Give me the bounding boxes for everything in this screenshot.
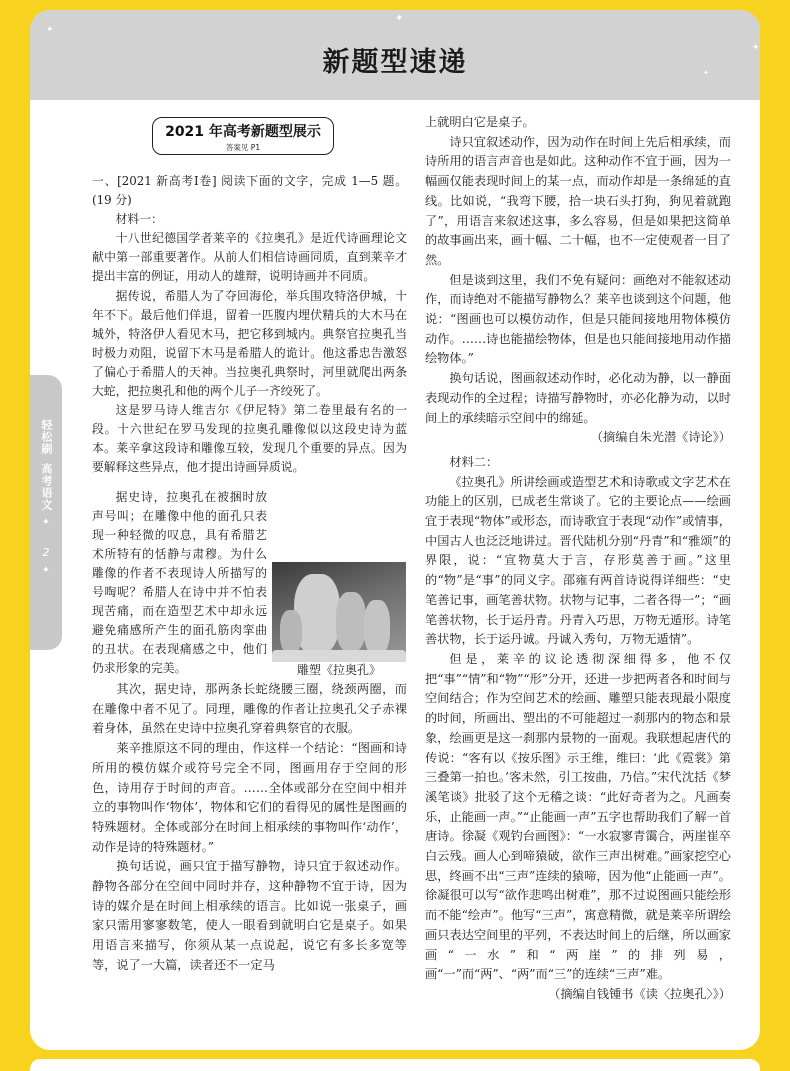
laocoon-sculpture-image: [272, 562, 406, 662]
series-label: 轻松刷: [40, 419, 53, 455]
page-title: 新题型速递: [322, 47, 468, 78]
paragraph: 莱辛推原这不同的理由，作这样一个结论：“图画和诗所用的模仿媒介或符号完全不同，图画用存于空间的形色，诗用存于时间的声音。……全体或部分在空间中相并立的事物叫作‘物体’，物体和它们的看得见的属性是图画的特殊题材。全体或部分在时间上相承续的事物叫作‘动作’，动作是诗的特殊题材。”: [92, 741, 407, 854]
next-page-edge: [30, 1059, 760, 1071]
sparkle-icon: ✦: [395, 13, 404, 24]
sparkle-icon: ✦: [41, 565, 51, 576]
paragraph: 这是罗马诗人维吉尔《伊尼特》第二卷里最有名的一段。十六世纪在罗马发现的拉奥孔雕像似以这段史诗为蓝本。莱辛拿这段诗和雕像互较，发现几个重要的异点。因为要解释这些异点，他才提出诗画异质说。: [92, 403, 407, 475]
source-citation: （摘编自钱锺书《读〈拉奥孔〉》）: [548, 986, 731, 1001]
sparkle-icon: ✦: [703, 69, 709, 77]
paragraph: 上就明白它是桌子。: [425, 115, 535, 129]
paragraph: 据传说，希腊人为了夺回海伦，举兵围攻特洛伊城，十年不下。最后他们佯退，留着一匹腹内埋伏精兵的大木马在城外，特洛伊人看见木马，把它移到城内。典祭官拉奥孔当时极力劝阻，说留下木马是希腊人的诡计。他这番忠告激怒了偏心于希腊人的天神。当拉奥孔典祭时，河里就爬出两条大蛇，把拉奥孔和他的两个儿子一齐绞死了。: [92, 288, 407, 399]
sparkle-icon: ✦: [46, 25, 54, 35]
paragraph: 换句话说，画只宜于描写静物，诗只宜于叙述动作。静物各部分在空间中同时并存，这种静物不宜于诗，因为诗的媒介是在时间上相承续的语言。比如说一张桌子，画家只需用寥寥数笔，使人一眼看到就明白它是桌子。如果用语言来描写，你须从某一点说起，说它有多长多宽等等，说了一大篇，读者还不一定马: [92, 859, 407, 972]
paragraph: 《拉奥孔》所讲绘画或造型艺术和诗歌或文字艺术在功能上的区别，已成老生常谈了。它的主要论点——绘画宜于表现“物体”或形态，而诗歌宜于表现“动作”或情事，中国古人也泛泛地讲过。晋代陆机分别“丹青”和“雅颂”的界限，说：“宣物莫大于言，存形莫善于画。”这里的“物”是“事”的同义字。邵雍有两首诗说得详细些：“史笔善记事，画笔善状物。状物与记事，二者各得一”；“画笔善状物，长于运丹青。丹青入巧思，万物无遁形。诗笔善状物，长于运丹诚。丹诚入秀句，万物无遁情”。: [425, 474, 731, 647]
figure-caption: 雕塑《拉奥孔》: [296, 663, 381, 677]
paragraph: 其次，据史诗，那两条长蛇绕腰三圈，绕颈两圈，而在雕像中者不见了。同理，雕像的作者让拉奥孔父子赤裸着身体，虽然在史诗中拉奥孔穿着典祭官的衣服。: [92, 682, 407, 736]
paragraph: 但是，莱辛的议论透彻深细得多，他不仅把“事”“情”和“物”“形”分开，还进一步把两者各和时间与空间结合；作为空间艺术的绘画、雕塑只能表现最小限度的时间，所画出、塑出的不可能超过一刹那内的物态和景象，绘画更是这一刹那内景物的一面观。我联想起唐代的传说：“客有以《按乐图》示王维，维曰：‘此《霓裳》第三叠第一拍也。’客未然，引工按曲，乃信。”宋代沈括《梦溪笔谈》批驳了这个无稽之谈：“此好奇者为之。凡画奏乐，止能画一声。”“止能画一声”五字也帮助我们了解一首唐诗。徐凝《观钓台画图》：“一水寂寥青霭合，两崖崔卒白云残。画人心到啼猿破，欲作三声出树难。”画家挖空心思，终画不出“三声”连续的猿啼，因为他“止能画一声”。徐凝很可以写“欲作悲鸣出树难”，那不过说图画只能绘形而不能“绘声”。他写“三声”，寓意精微，就是莱辛所谓绘画只表达空间里的平列，不表达时间上的后继，所以画家画“一水”和“两崖”的排列易，画“一”而“两”、“两”而“三”的连续“三声”难。: [425, 651, 731, 982]
left-column-lower: [92, 680, 407, 976]
paragraph: 但是谈到这里，我们不免有疑问：画绝对不能叙述动作，而诗绝对不能描写静物么？莱辛也谈到这个问题，他说：“图画也可以模仿动作，但是只能间接地用物体模仿动作。……诗也能描绘物体，但是也只能间接地用动作描绘物体。”: [425, 272, 731, 366]
paragraph: 换句话说，图画叙述动作时，必化动为静，以一静面表现动作的全过程；诗描写静物时，亦必化静为动，以时间上的承续暗示空间中的绵延。: [425, 371, 731, 425]
paragraph: 诗只宜叙述动作，因为动作在时间上先后相承续，而诗所用的语言声音也是如此。这种动作不宜于画，因为一幅画仅能表现时间上的某一点，而动作却是一条绵延的直线。比如说，“我弯下腰，拾一块石头打狗，狗见着就跑了”，用语言来叙述这事，多么容易，但是如果把这简单的故事画出来，画十幅、二十幅，也不一定使观者一目了然。: [425, 134, 731, 267]
side-tab: [30, 375, 62, 650]
material-label: 材料二：: [449, 454, 499, 469]
section-title-box: [152, 117, 334, 155]
question-stem: 一、[2021 新高考Ⅰ卷] 阅读下面的文字，完成 1—5 题。(19 分): [92, 174, 407, 208]
sparkle-icon: ✦: [41, 517, 51, 528]
answer-note: 答案见 P1: [225, 143, 261, 152]
material-label: 材料一：: [115, 212, 163, 227]
paragraph: 据史诗，拉奥孔在被捆时放声号叫；在雕像中他的面孔只表现一种轻微的叹息，具有希腊艺术所特有的恬静与肃穆。为什么雕像的作者不表现诗人所描写的号啕呢？希腊人在诗中并不怕表现苦痛，而在造型艺术中却永远避免痛感所产生的面孔筋肉挛曲的丑状。在表现痛感之中，他们仍求形象的完美。: [92, 489, 267, 676]
subject-label: 高考语文: [40, 463, 53, 511]
sparkle-icon: ✦: [752, 43, 760, 53]
section-title: 2021 年高考新题型展示: [165, 124, 321, 140]
right-column: [425, 113, 731, 1005]
page-number: 2: [42, 546, 50, 559]
paragraph: 十八世纪德国学者莱辛的《拉奥孔》是近代诗画理论文献中第一部重要著作。从前人们相信诗画同质，直到莱辛才提出丰富的例证，用动人的雄辩，说明诗画并不同质。: [92, 231, 407, 284]
source-citation: （摘编自朱光潜《诗论》）: [590, 430, 731, 445]
